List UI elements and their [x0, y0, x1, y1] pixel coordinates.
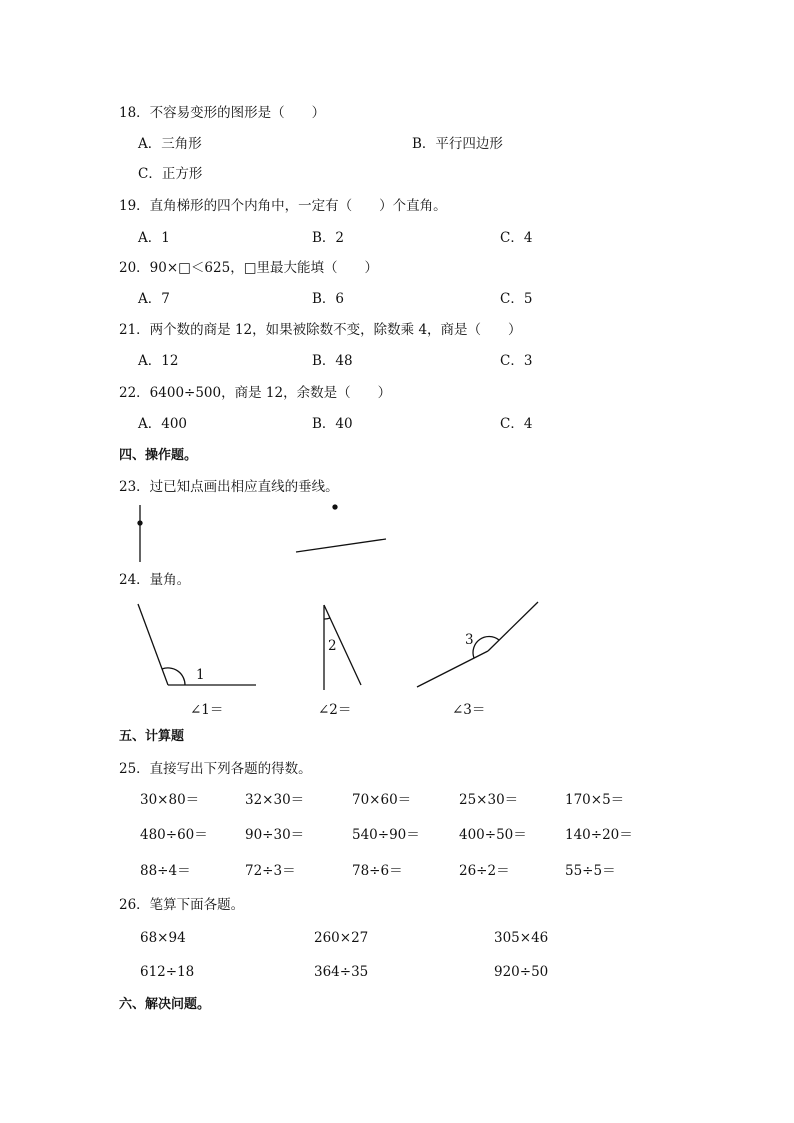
q19-stem: 19．直角梯形的四个内角中，一定有（ ）个直角。 — [119, 198, 447, 214]
q26-stem: 26．笔算下面各题。 — [119, 897, 245, 913]
q21-option-b[interactable]: B．48 — [312, 353, 353, 369]
q18-option-a[interactable]: A．三角形 — [138, 136, 202, 152]
q23-point-on-line — [138, 521, 142, 525]
q22-option-a[interactable]: A．400 — [138, 416, 188, 432]
q26-item[interactable]: 364÷35 — [314, 964, 369, 980]
q25-item[interactable]: 70×60＝ — [352, 792, 412, 808]
q25-item[interactable]: 30×80＝ — [140, 792, 200, 808]
q25-item[interactable]: 55÷5＝ — [565, 863, 616, 879]
q18-option-b[interactable]: B．平行四边形 — [412, 136, 503, 152]
q25-item[interactable]: 78÷6＝ — [352, 863, 403, 879]
q21-option-c[interactable]: C．3 — [500, 353, 533, 369]
angle-1-ray-slanted — [138, 604, 168, 685]
section-5-heading: 五、计算题 — [119, 729, 185, 744]
angle-3-ray-left — [417, 651, 488, 687]
q19-option-c[interactable]: C．4 — [500, 230, 533, 246]
q23-stem: 23．过已知点画出相应直线的垂线。 — [119, 479, 339, 495]
angle-3-label: 3 — [465, 632, 474, 648]
q23-slanted-line — [296, 539, 386, 552]
q20-option-a[interactable]: A．7 — [138, 291, 170, 307]
angle-3-answer[interactable]: ∠3＝ — [452, 702, 486, 718]
q26-item[interactable]: 68×94 — [140, 930, 186, 946]
angle-1-label: 1 — [196, 667, 205, 683]
q25-item[interactable]: 88÷4＝ — [140, 863, 191, 879]
angle-2-arc — [324, 618, 330, 619]
q19-option-b[interactable]: B．2 — [312, 230, 345, 246]
q25-item[interactable]: 25×30＝ — [459, 792, 519, 808]
q22-option-b[interactable]: B．40 — [312, 416, 353, 432]
q25-item[interactable]: 72÷3＝ — [245, 863, 296, 879]
q20-stem: 20．90×□＜625，□里最大能填（ ） — [119, 260, 378, 276]
q25-item[interactable]: 90÷30＝ — [245, 827, 305, 843]
q25-item[interactable]: 140÷20＝ — [565, 827, 633, 843]
q24-stem: 24．量角。 — [119, 572, 191, 588]
q25-item[interactable]: 32×30＝ — [245, 792, 305, 808]
q18-stem: 18．不容易变形的图形是（ ） — [119, 105, 326, 121]
q23-point-off-line — [333, 505, 337, 509]
q18-option-c[interactable]: C．正方形 — [138, 166, 203, 182]
q25-item[interactable]: 26÷2＝ — [459, 863, 510, 879]
q21-stem: 21．两个数的商是 12，如果被除数不变，除数乘 4，商是（ ） — [119, 322, 522, 338]
q19-option-a[interactable]: A．1 — [138, 230, 170, 246]
angle-3-arc — [473, 637, 499, 658]
q20-option-c[interactable]: C．5 — [500, 291, 533, 307]
q22-option-c[interactable]: C．4 — [500, 416, 533, 432]
q25-item[interactable]: 170×5＝ — [565, 792, 625, 808]
angle-1-answer[interactable]: ∠1＝ — [190, 702, 224, 718]
q25-stem: 25．直接写出下列各题的得数。 — [119, 761, 312, 777]
section-6-heading: 六、解决问题。 — [119, 997, 211, 1012]
q25-item[interactable]: 400÷50＝ — [459, 827, 527, 843]
angle-2-label: 2 — [328, 638, 337, 654]
section-4-heading: 四、操作题。 — [119, 448, 198, 463]
q23-figure — [138, 505, 386, 562]
q26-item[interactable]: 305×46 — [494, 930, 549, 946]
q25-item[interactable]: 540÷90＝ — [352, 827, 420, 843]
angle-2-answer[interactable]: ∠2＝ — [318, 702, 352, 718]
q26-item[interactable]: 920÷50 — [494, 964, 549, 980]
q25-item[interactable]: 480÷60＝ — [140, 827, 208, 843]
q26-item[interactable]: 612÷18 — [140, 964, 195, 980]
q20-option-b[interactable]: B．6 — [312, 291, 345, 307]
q21-option-a[interactable]: A．12 — [138, 353, 179, 369]
angle-3-ray-right — [488, 602, 538, 651]
q26-item[interactable]: 260×27 — [314, 930, 369, 946]
q22-stem: 22．6400÷500，商是 12，余数是（ ） — [119, 385, 392, 401]
